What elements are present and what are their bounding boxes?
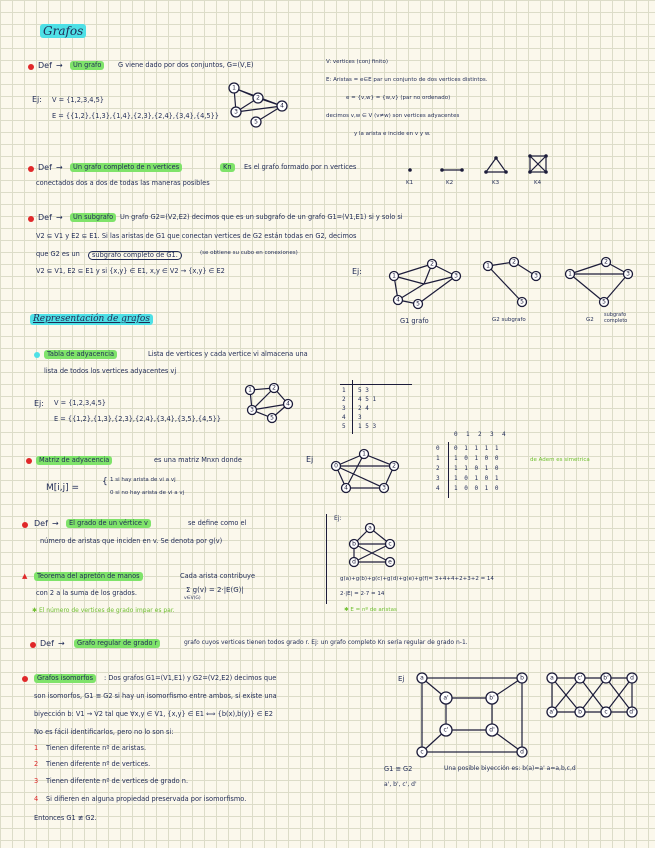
def-text-grafo: G viene dado por dos conjuntos, G=(V,E)	[118, 61, 254, 69]
def-term-grado: El grado de un vértice v	[66, 519, 151, 528]
adjacency-list-table	[340, 380, 412, 434]
matriz-text: es una matriz Mnxn donde	[154, 456, 242, 464]
matrix-row-values: 1 1 0 1 0	[454, 465, 499, 472]
graph-matriz-example	[324, 446, 406, 498]
mij-case-0: 0 si no hay arista de vi a vj	[110, 490, 185, 496]
table-row-vertex: 1	[342, 387, 346, 394]
iso-line-3: biyección b: V1 → V2 tal que ∀x,y ∈ V1, {x,y} ∈ E1 ⟺ {b(x),b(y)} ∈ E2	[34, 710, 273, 718]
def-label: Def	[34, 519, 48, 528]
complete-graphs-figure	[400, 154, 560, 180]
svg-text:c': c'	[577, 674, 583, 682]
svg-text:b': b'	[489, 694, 495, 702]
matrix-header-2: 2	[478, 431, 482, 438]
svg-text:d: d	[520, 748, 524, 756]
svg-text:5: 5	[520, 298, 524, 306]
svg-text:1: 1	[232, 84, 236, 92]
svg-text:a: a	[368, 524, 372, 532]
svg-text:5: 5	[254, 118, 258, 126]
iso-caption: G1 ≅ G2	[384, 765, 413, 773]
svg-text:4: 4	[286, 400, 290, 408]
matrix-header-1: 1	[466, 431, 470, 438]
ej-label: Ej:	[32, 95, 42, 104]
graph-tabla-example	[238, 380, 298, 426]
table-row-list: 5 3	[358, 387, 369, 394]
svg-text:a': a'	[443, 694, 449, 702]
svg-text:3: 3	[454, 272, 458, 280]
bullet-dot	[34, 352, 40, 358]
svg-text:a: a	[420, 674, 424, 682]
adj-note: decimos v,w ∈ V (v≠w) son vertices adyacentes	[326, 113, 460, 119]
iso-item-num: 4	[34, 795, 39, 803]
def-term-completo: Un grafo completo de n vertices	[70, 163, 182, 172]
graph-g1	[384, 256, 466, 312]
svg-text:3: 3	[534, 272, 538, 280]
ej-label: Ej	[398, 675, 405, 683]
svg-text:2: 2	[256, 94, 260, 102]
graph-example-1	[222, 78, 290, 132]
subgrafo-line-3c: (se obtiene su cubo en conexiones)	[200, 250, 298, 256]
def-term-grafo: Un grafo	[70, 61, 104, 70]
iso-item: Tienen diferente nº de vertices.	[46, 760, 151, 768]
bullet-dot	[22, 522, 28, 528]
arrow-icon: →	[58, 639, 65, 648]
iso-item: Tienen diferente nº de aristas.	[46, 744, 147, 752]
svg-text:d: d	[352, 558, 356, 566]
svg-text:1: 1	[248, 386, 252, 394]
svg-text:b: b	[578, 708, 582, 716]
svg-text:3: 3	[382, 484, 386, 492]
matrix-row-values: 1 0 0 1 0	[454, 485, 499, 492]
svg-text:b: b	[520, 674, 524, 682]
iso-line-1: : Dos grafos G1=(V1,E1) y G2=(V2,E2) decimos que	[104, 674, 277, 682]
svg-text:c': c'	[443, 726, 449, 734]
subgrafo-line-3a: que G2 es un	[36, 250, 80, 258]
graph-g2-subgrafo	[476, 256, 546, 312]
aristas-note: E: Aristas = e∈E par un conjunto de dos vertices distintos.	[326, 77, 488, 83]
svg-text:3: 3	[250, 406, 254, 414]
svg-text:d: d	[630, 674, 634, 682]
table-row-vertex: 3	[342, 405, 346, 412]
table-row-list: 4 5 1	[358, 396, 377, 403]
iso-line-4: No es fácil identificarlos, pero no lo son si:	[34, 728, 174, 736]
subgrafo-line-1: Un grafo G2=(V2,E2) decimos que es un subgrafo de un grafo G1=(V1,E1) si y solo si	[120, 213, 403, 221]
svg-text:5: 5	[416, 300, 420, 308]
mij-label: M[i,j] =	[46, 483, 80, 493]
k2-label: K2	[446, 180, 454, 186]
regular-text: grafo cuyos vertices tienen todos grado r. Ej: un grafo completo Kn sería regular de grado n-1.	[184, 639, 468, 646]
graph-grado-example	[344, 522, 402, 570]
svg-text:2: 2	[430, 260, 434, 268]
biyeccion-text-2: a', b', c', d'	[384, 781, 417, 788]
caption-g2: G2 subgrafo	[492, 317, 526, 323]
brace-icon: {	[102, 477, 108, 487]
ej-label: Ej:	[334, 515, 342, 522]
table-row-vertex: 5	[342, 423, 346, 430]
matrix-row-label: 0	[436, 445, 440, 452]
svg-text:1: 1	[568, 270, 572, 278]
teorema-formula-sub: v∈V(G)	[184, 596, 201, 601]
svg-text:e: e	[388, 558, 392, 566]
iso-term: Grafos isomorfos	[34, 674, 96, 683]
svg-text:2: 2	[512, 258, 516, 266]
matrix-row-values: 1 0 1 0 1	[454, 475, 499, 482]
svg-text:5: 5	[602, 298, 606, 306]
svg-text:b: b	[352, 540, 356, 548]
svg-text:5: 5	[270, 414, 274, 422]
def-text-completo-2: conectados dos a dos de todas las maneras posibles	[36, 179, 210, 187]
matrix-row-values: 0 1 1 1 1	[454, 445, 499, 452]
k4-label: K4	[534, 180, 542, 186]
kn-label: Kn	[220, 163, 235, 172]
k3-label: K3	[492, 180, 500, 186]
matrix-note: de Adem es simetrica	[530, 457, 590, 463]
svg-text:4: 4	[344, 484, 348, 492]
sum-note: ✱ E = nº de aristas	[344, 607, 397, 613]
svg-text:4: 4	[280, 102, 284, 110]
iso-conclusion: Entonces G1 ≇ G2.	[34, 814, 97, 822]
bullet-dot	[28, 216, 34, 222]
svg-text:d': d'	[489, 726, 495, 734]
svg-text:1: 1	[362, 450, 366, 458]
svg-text:c: c	[420, 748, 424, 756]
bullet-dot	[26, 458, 32, 464]
svg-text:1: 1	[392, 272, 396, 280]
vertices-note: V: vertices (conj finito)	[326, 59, 388, 65]
graph-g2-completo	[562, 256, 640, 312]
teorema-text: Cada arista contribuye	[180, 572, 255, 580]
e-note: e = {v,w} = {w,v} (par no ordenado)	[346, 95, 451, 101]
svg-text:b': b'	[603, 674, 609, 682]
tabla-term: Tabla de adyacencia	[44, 350, 117, 359]
svg-text:2: 2	[272, 384, 276, 392]
iso-item-num: 3	[34, 777, 39, 785]
section-heading-representacion: Representación de grafos	[30, 314, 153, 325]
subgrafo-line-2: V2 ⊆ V1 y E2 ⊆ E1. Si las aristas de G1 que conectan vertices de G2 están todas en G2, decimos	[36, 232, 357, 240]
svg-text:1: 1	[486, 262, 490, 270]
matrix-row-label: 2	[436, 465, 440, 472]
svg-text:a: a	[550, 674, 554, 682]
bullet-dot	[28, 166, 34, 172]
def-label: Def	[40, 639, 54, 648]
svg-text:2: 2	[604, 258, 608, 266]
k1-label: K1	[406, 180, 414, 186]
matrix-row-label: 4	[436, 485, 440, 492]
svg-text:0: 0	[334, 462, 338, 470]
grado-text: se define como el	[188, 519, 247, 527]
table-row-list: 2 4	[358, 405, 369, 412]
svg-text:c: c	[604, 708, 608, 716]
ej-label: Ej:	[352, 267, 362, 276]
svg-text:3: 3	[234, 108, 238, 116]
def-term-regular: Grafo regular de grado r	[74, 639, 160, 648]
svg-text:4: 4	[396, 296, 400, 304]
def-label: Def	[38, 61, 52, 70]
matriz-ej-label: Ej	[306, 455, 314, 464]
caption-g3a: G2	[586, 317, 594, 323]
ej-label: Ej:	[34, 399, 44, 408]
page-title: Grafos	[40, 24, 86, 38]
arrow-icon: →	[56, 163, 63, 172]
arrow-icon: →	[56, 61, 63, 70]
svg-text:d': d'	[629, 708, 635, 716]
subgrafo-line-4: V2 ⊆ V1, E2 ⊆ E1 y si {x,y} ∈ E1, x,y ∈ V2 → {x,y} ∈ E2	[36, 267, 225, 275]
subgrafo-completo-term: subgrafo completo de G1.	[88, 251, 182, 260]
bullet-dot	[30, 642, 36, 648]
def-term-subgrafo: Un subgrafo	[70, 213, 116, 222]
teorema-term: Teorema del apretón de manos	[34, 572, 143, 581]
ej-vertex-set: V = {1,2,3,4,5}	[52, 96, 104, 104]
graph-iso-g1	[408, 668, 534, 760]
matrix-row-label: 1	[436, 455, 440, 462]
bullet-dot	[22, 676, 28, 682]
matriz-term: Matriz de adyacencia	[36, 456, 112, 465]
def-text-completo: Es el grafo formado por n vertices	[244, 163, 357, 171]
svg-text:a': a'	[549, 708, 555, 716]
adjacency-matrix	[428, 432, 524, 498]
matrix-header-0: 0	[454, 431, 458, 438]
def-label: Def	[38, 213, 52, 222]
caption-g3b: subgrafo completo	[604, 312, 628, 324]
iso-item: Tienen diferente nº de vertices de grado n.	[46, 777, 189, 785]
teorema-note: ✱ El número de vertices de grado impar es par.	[32, 607, 175, 614]
mij-case-1: 1 si hay arista de vi a vj	[110, 477, 176, 483]
tabla-ej-e: E = {{1,2},{1,3},{2,3},{2,4},{3,4},{3,5},{4,5}}	[54, 415, 221, 423]
ej-edge-set: E = {{1,2},{1,3},{1,4},{2,3},{2,4},{3,4},{4,5}}	[52, 112, 219, 120]
biyeccion-text: Una posible biyección es: b(a)=a' a=a,b,c,d	[444, 765, 576, 772]
arrow-icon: →	[56, 213, 63, 222]
table-row-list: 1 5 3	[358, 423, 377, 430]
def-label: Def	[38, 163, 52, 172]
matrix-row-label: 3	[436, 475, 440, 482]
iso-item-num: 2	[34, 760, 39, 768]
table-row-vertex: 4	[342, 414, 346, 421]
svg-text:c: c	[388, 540, 392, 548]
grado-sum-2: 2·|E| = 2·7 = 14	[340, 591, 385, 597]
divider	[326, 514, 327, 604]
graph-iso-g2	[542, 668, 642, 722]
tabla-text: Lista de vertices y cada vertice vi almacena una	[148, 350, 308, 358]
matrix-header-3: 3	[490, 431, 494, 438]
grado-text-2: número de aristas que inciden en v. Se denota por g(v)	[40, 537, 223, 545]
iso-item-num: 1	[34, 744, 39, 752]
matrix-header-4: 4	[502, 431, 506, 438]
teorema-text-2: con 2 a la suma de los grados.	[36, 589, 137, 597]
matrix-row-values: 1 0 1 0 0	[454, 455, 499, 462]
adj-note-2: y la arista e incide en v y w.	[354, 131, 431, 137]
tabla-text-2: lista de todos los vertices adyacentes vj	[44, 367, 177, 375]
bullet-dot	[28, 64, 34, 70]
arrow-icon: →	[52, 519, 59, 528]
iso-item: Si difieren en alguna propiedad preservada por isomorfismo.	[46, 795, 247, 803]
table-row-list: 3	[358, 414, 362, 421]
triangle-icon: ▲	[22, 572, 28, 580]
svg-text:2: 2	[392, 462, 396, 470]
svg-text:3: 3	[626, 270, 630, 278]
teorema-formula: Σ g(v) = 2·|E(G)|	[186, 586, 244, 594]
iso-line-2: son isomorfos, G1 ≅ G2 si hay un isomorfismo entre ambos, si existe una	[34, 692, 277, 700]
tabla-ej-v: V = {1,2,3,4,5}	[54, 399, 106, 407]
caption-g1: G1 grafo	[400, 317, 429, 325]
table-row-vertex: 2	[342, 396, 346, 403]
grado-sum: g(a)+g(b)+g(c)+g(d)+g(e)+g(f)= 3+4+4+2+3+2 = 14	[340, 576, 494, 582]
